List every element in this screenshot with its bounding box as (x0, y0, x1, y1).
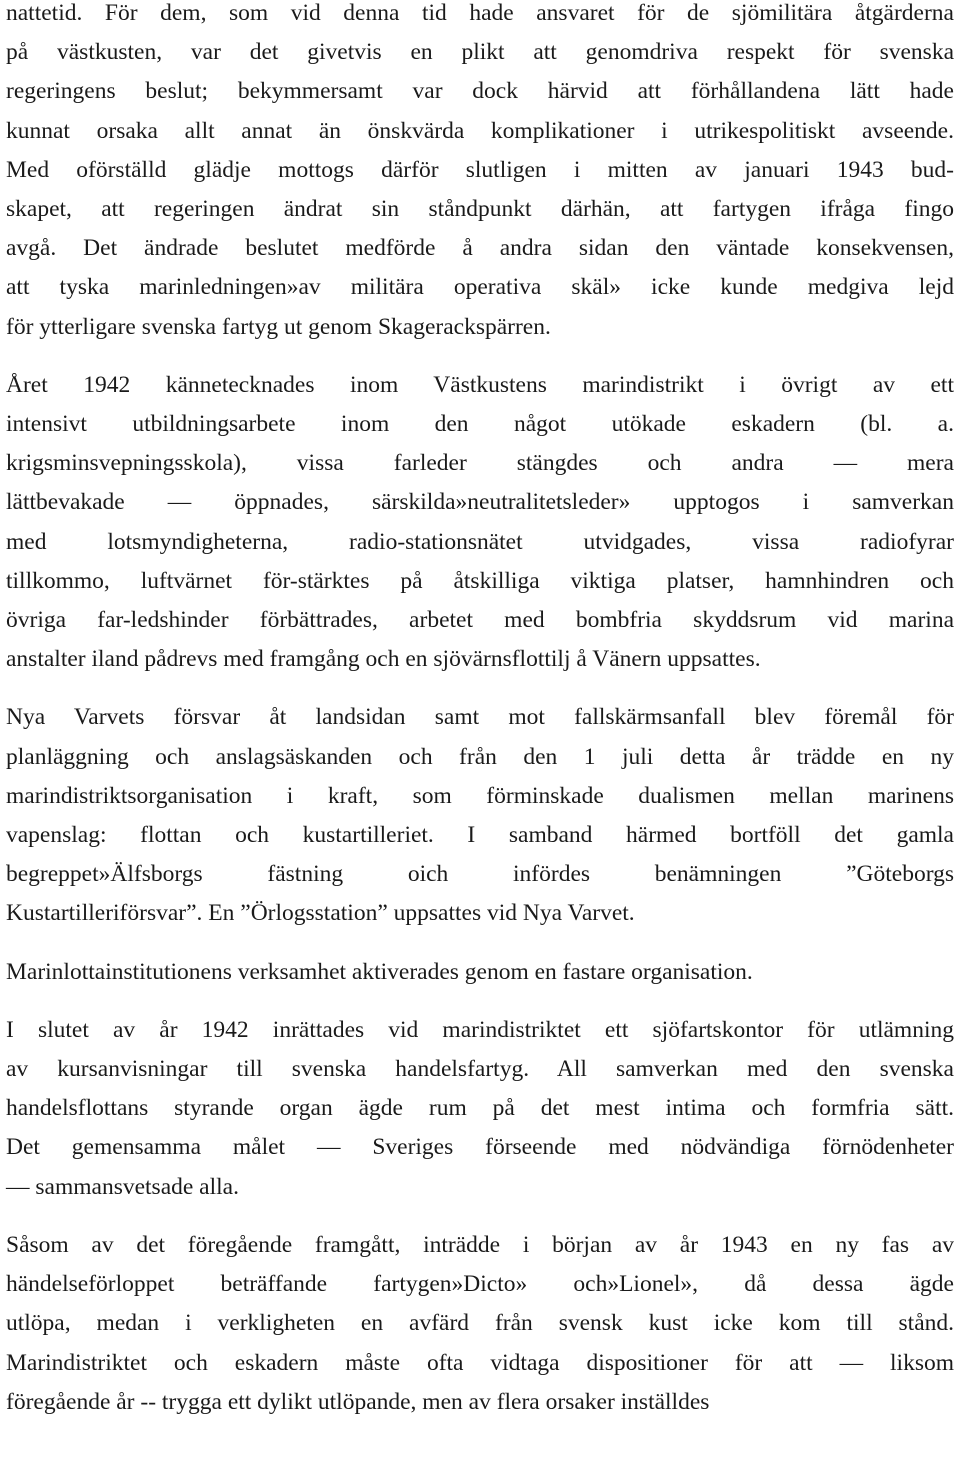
text-line: intensivt utbildningsarbete inom den något utökade eskadern (bl. a. (6, 411, 954, 438)
text-line: händelseförloppet beträffande fartygen»Dicto» och»Lionel», då dessa ägde (6, 1271, 954, 1298)
text-line: Nya Varvets försvar åt landsidan samt mot fallskärmsanfall blev föremål för (6, 704, 954, 731)
text-line: att tyska marinledningen»av militära operativa skäl» icke kunde medgiva lejd (6, 274, 954, 301)
text-line: regeringens beslut; bekymmersamt var dock härvid att förhållandena lätt hade (6, 78, 954, 105)
text-line: nattetid. För dem, som vid denna tid hade ansvaret för de sjömilitära åtgärderna (6, 0, 954, 26)
text-line: för ytterligare svenska fartyg ut genom Skagerackspärren. (6, 313, 551, 340)
text-line: I slutet av år 1942 inrättades vid marindistriktet ett sjöfartskontor för utlämning (6, 1016, 954, 1043)
paragraph (6, 698, 954, 933)
text-line: kunnat orsaka allt annat än önskvärda komplikationer i utrikespolitiskt avseende. (6, 117, 954, 144)
text-line: Med oförställd glädje mottogs därför slutligen i mitten av januari 1943 bud- (6, 156, 954, 183)
text-line: lättbevakade — öppnades, särskilda»neutralitetsleder» upptogos i samverkan (6, 489, 954, 516)
text-line: skapet, att regeringen ändrat sin ståndpunkt därhän, att fartygen ifråga fingo (6, 196, 954, 223)
text-line: avgå. Det ändrade beslutet medförde å andra sidan den väntade konsekvensen, (6, 235, 954, 262)
text-line: Marindistriktet och eskadern måste ofta vidtaga dispositioner för att — liksom (6, 1349, 954, 1376)
text-line: marindistriktsorganisation i kraft, som förminskade dualismen mellan marinens (6, 782, 954, 809)
text-line: krigsminsvepningsskola), vissa farleder stängdes och andra — mera (6, 450, 954, 477)
text-line: tillkommo, luftvärnet för-stärktes på åtskilliga viktiga platser, hamnhindren och (6, 567, 954, 594)
paragraph (6, 1011, 954, 1207)
text-line: begreppet»Älfsborgs fästning oich infördes benämningen ”Göteborgs (6, 861, 954, 888)
text-line: på västkusten, var det givetvis en plikt att genomdriva respekt för svenska (6, 39, 954, 66)
text-line: Det gemensamma målet — Sveriges förseende med nödvändiga förnödenheter (6, 1134, 954, 1161)
text-line: Marinlottainstitutionens verksamhet aktiverades genom en fastare organisation. (6, 958, 753, 985)
text-line: Kustartilleriförsvar”. En ”Örlogsstation” uppsattes vid Nya Varvet. (6, 900, 635, 927)
text-line: föregående år -- trygga ett dylikt utlöpande, men av flera orsaker inställdes (6, 1388, 710, 1415)
text-line: handelsflottans styrande organ ägde rum på det mest intima och formfria sätt. (6, 1095, 954, 1122)
text-line: Såsom av det föregående framgått, inträdde i början av år 1943 en ny fas av (6, 1231, 954, 1258)
text-line: vapenslag: flottan och kustartilleriet. I samband härmed bortföll det gamla (6, 822, 954, 849)
paragraph (6, 1226, 954, 1422)
paragraph (6, 953, 954, 992)
paragraph (6, 366, 954, 680)
text-line: planläggning och anslagsäskanden och från den 1 juli detta år trädde en ny (6, 743, 954, 770)
text-line: anstalter iland pådrevs med framgång och en sjövärnsflottilj å Vänern uppsattes. (6, 646, 761, 673)
text-line: Året 1942 kännetecknades inom Västkustens marindistrikt i övrigt av ett (6, 371, 954, 398)
text-line: med lotsmyndigheterna, radio-stationsnätet utvidgades, vissa radiofyrar (6, 528, 954, 555)
text-line: utlöpa, medan i verkligheten en avfärd från svensk kust icke kom till stånd. (6, 1310, 954, 1337)
text-line: övriga far-ledshinder förbättrades, arbetet med bombfria skyddsrum vid marina (6, 607, 954, 634)
paragraph (6, 0, 954, 347)
text-line: — sammansvetsade alla. (6, 1173, 239, 1200)
text-line: av kursanvisningar till svenska handelsfartyg. All samverkan med den svenska (6, 1056, 954, 1083)
document-page (6, 0, 954, 1441)
